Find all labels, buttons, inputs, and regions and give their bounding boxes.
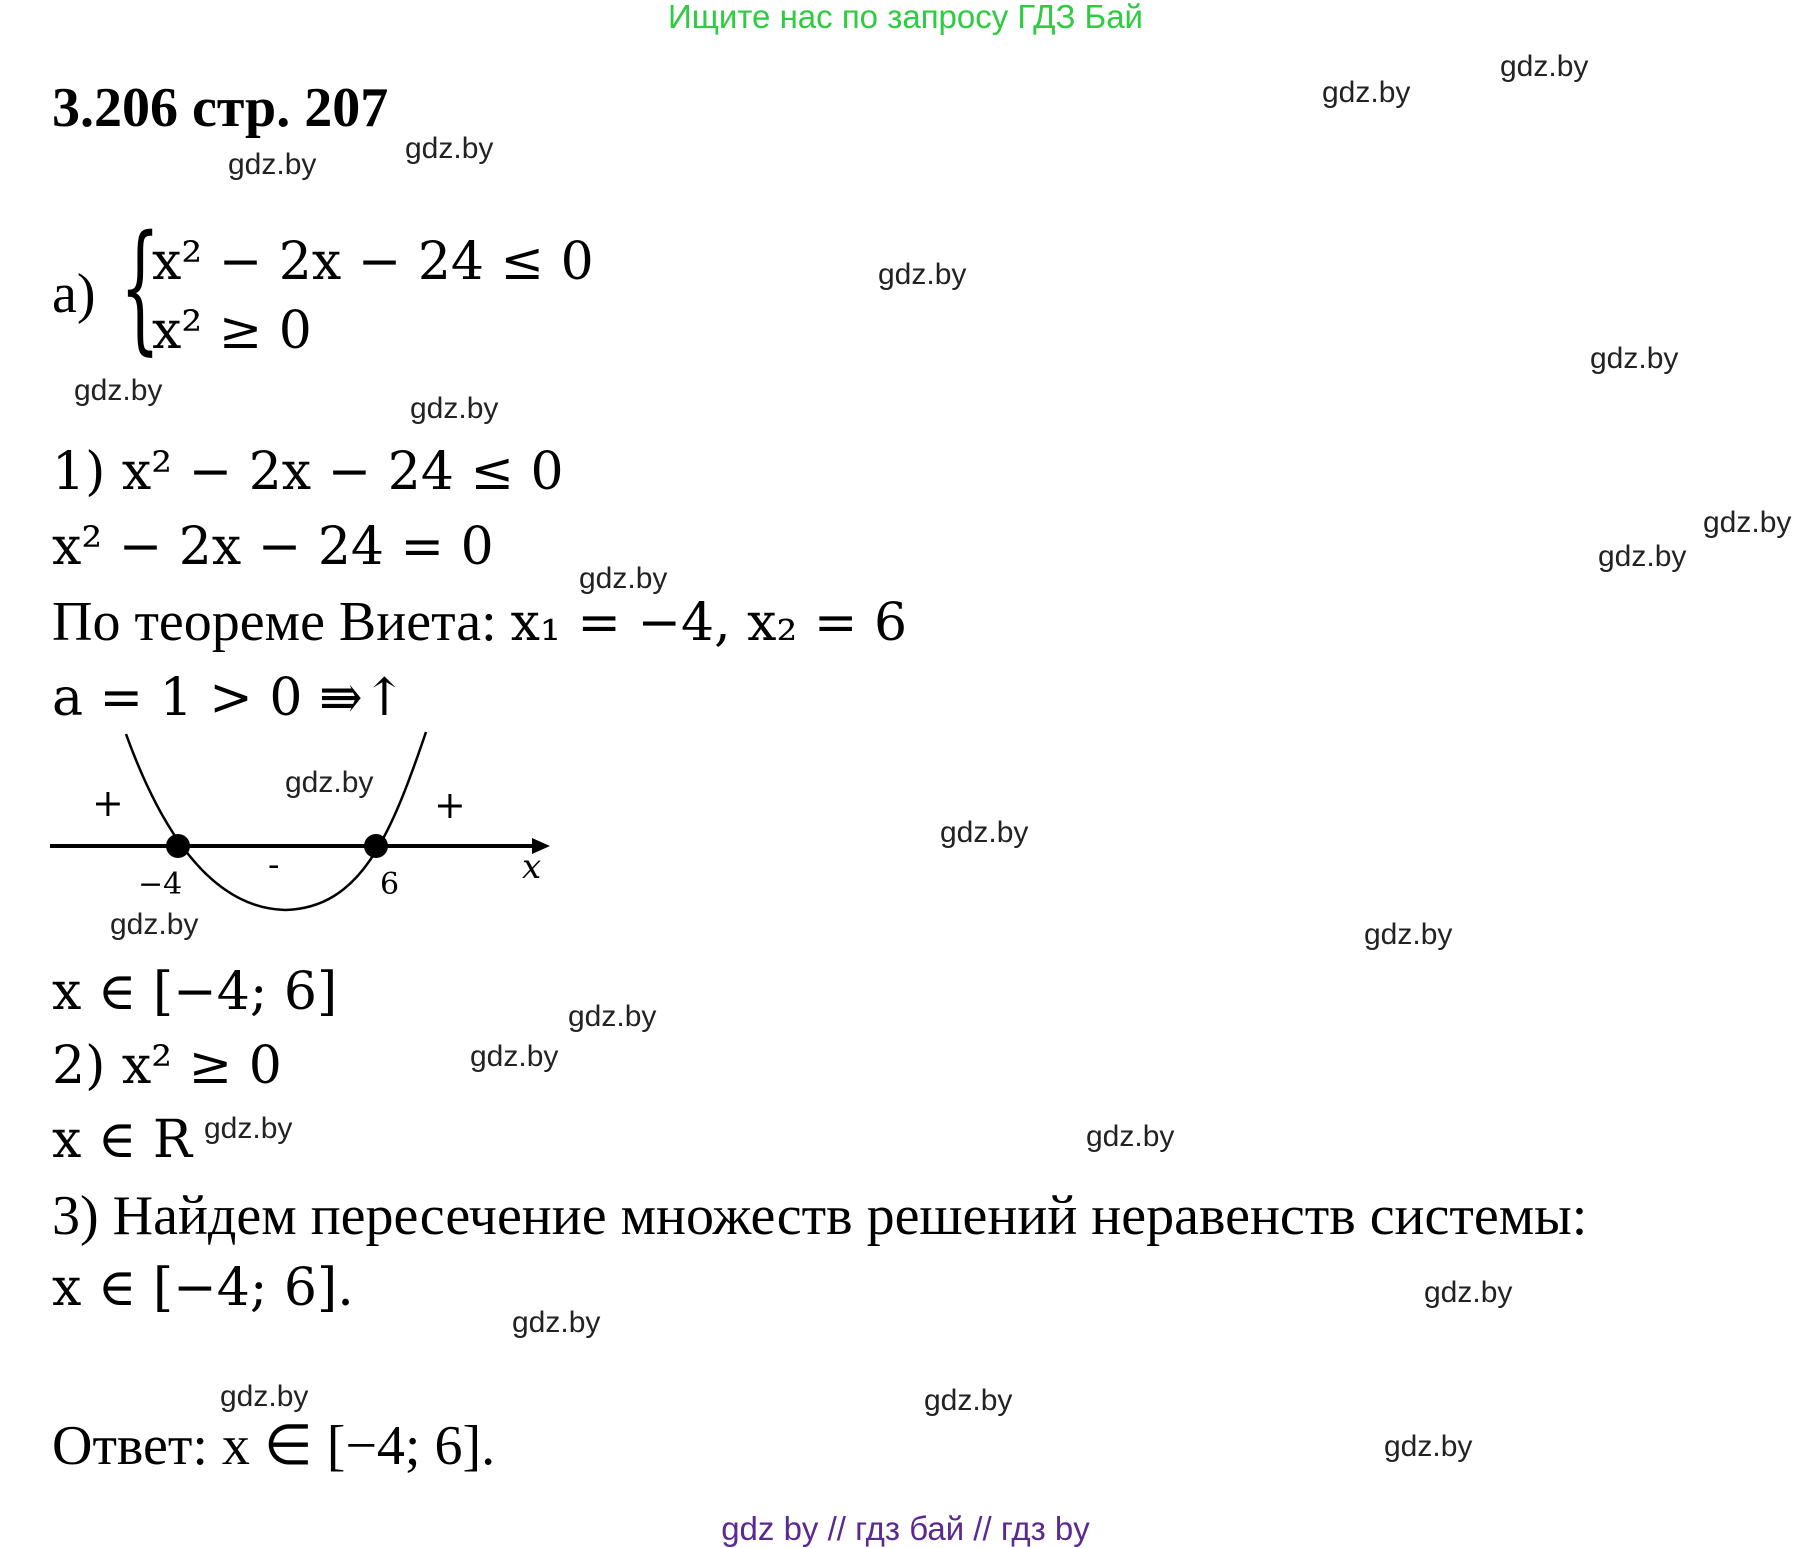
watermark: gdz.by: [1384, 1430, 1473, 1463]
watermark: gdz.by: [1598, 540, 1687, 573]
step-1-inequality: 1) x² − 2x − 24 ≤ 0: [52, 442, 564, 502]
answer: Ответ: x ∈ [−4; 6].: [52, 1415, 496, 1477]
watermark: gdz.by: [410, 392, 499, 425]
problem-title: 3.206 стр. 207: [52, 77, 389, 139]
leading-coefficient: a = 1 > 0 ⇛↑: [52, 668, 407, 728]
watermark: gdz.by: [220, 1380, 309, 1413]
watermark: gdz.by: [1590, 342, 1679, 375]
watermark: gdz.by: [110, 908, 199, 941]
result-2: x ∈ R: [52, 1110, 193, 1170]
vieta-roots: x₁ = −4, x₂ = 6: [510, 593, 908, 653]
sign-middle: -: [268, 845, 280, 885]
result-3: x ∈ [−4; 6].: [52, 1258, 354, 1318]
step-2-inequality: 2) x² ≥ 0: [52, 1036, 282, 1096]
step-3-text: 3) Найдем пересечение множеств решений неравенств системы:: [52, 1185, 1588, 1247]
root-point-left: [166, 834, 190, 858]
vieta-text: По теореме Виета:: [52, 591, 497, 653]
watermark: gdz.by: [1364, 918, 1453, 951]
watermark: gdz.by: [74, 374, 163, 407]
vieta-line: [52, 591, 908, 653]
watermark: gdz.by: [940, 816, 1029, 849]
root-label-right: 6: [380, 867, 400, 902]
watermark: gdz.by: [1424, 1276, 1513, 1309]
watermark: gdz.by: [924, 1384, 1013, 1417]
watermark: gdz.by: [1322, 76, 1411, 109]
system-label: а): [52, 263, 96, 325]
result-1: x ∈ [−4; 6]: [52, 962, 338, 1022]
system-line-2: x² ≥ 0: [152, 301, 312, 361]
watermark: gdz.by: [1500, 50, 1589, 83]
watermark: gdz.by: [878, 258, 967, 291]
axis-label: x: [522, 847, 542, 887]
watermark: gdz.by: [579, 562, 668, 595]
watermark: gdz.by: [1703, 506, 1792, 539]
watermark: gdz.by: [470, 1040, 559, 1073]
root-point-right: [364, 834, 388, 858]
watermark: gdz.by: [285, 766, 374, 799]
footer-links: gdz by // гдз бай // гдз by: [721, 1510, 1090, 1547]
watermark: gdz.by: [405, 132, 494, 165]
step-1-equation: x² − 2x − 24 = 0: [52, 517, 494, 577]
watermark: gdz.by: [1086, 1120, 1175, 1153]
watermark: gdz.by: [204, 1112, 293, 1145]
watermark: gdz.by: [512, 1306, 601, 1339]
system-line-1: x² − 2x − 24 ≤ 0: [152, 232, 594, 292]
root-label-left: −4: [138, 867, 183, 902]
sign-left: +: [92, 781, 124, 825]
sign-diagram: [40, 728, 560, 938]
system-brace: {: [120, 206, 161, 369]
header-banner: Ищите нас по запросу ГДЗ Бай: [668, 0, 1143, 35]
watermark: gdz.by: [228, 148, 317, 181]
watermark: gdz.by: [568, 1000, 657, 1033]
sign-right: +: [434, 783, 466, 827]
